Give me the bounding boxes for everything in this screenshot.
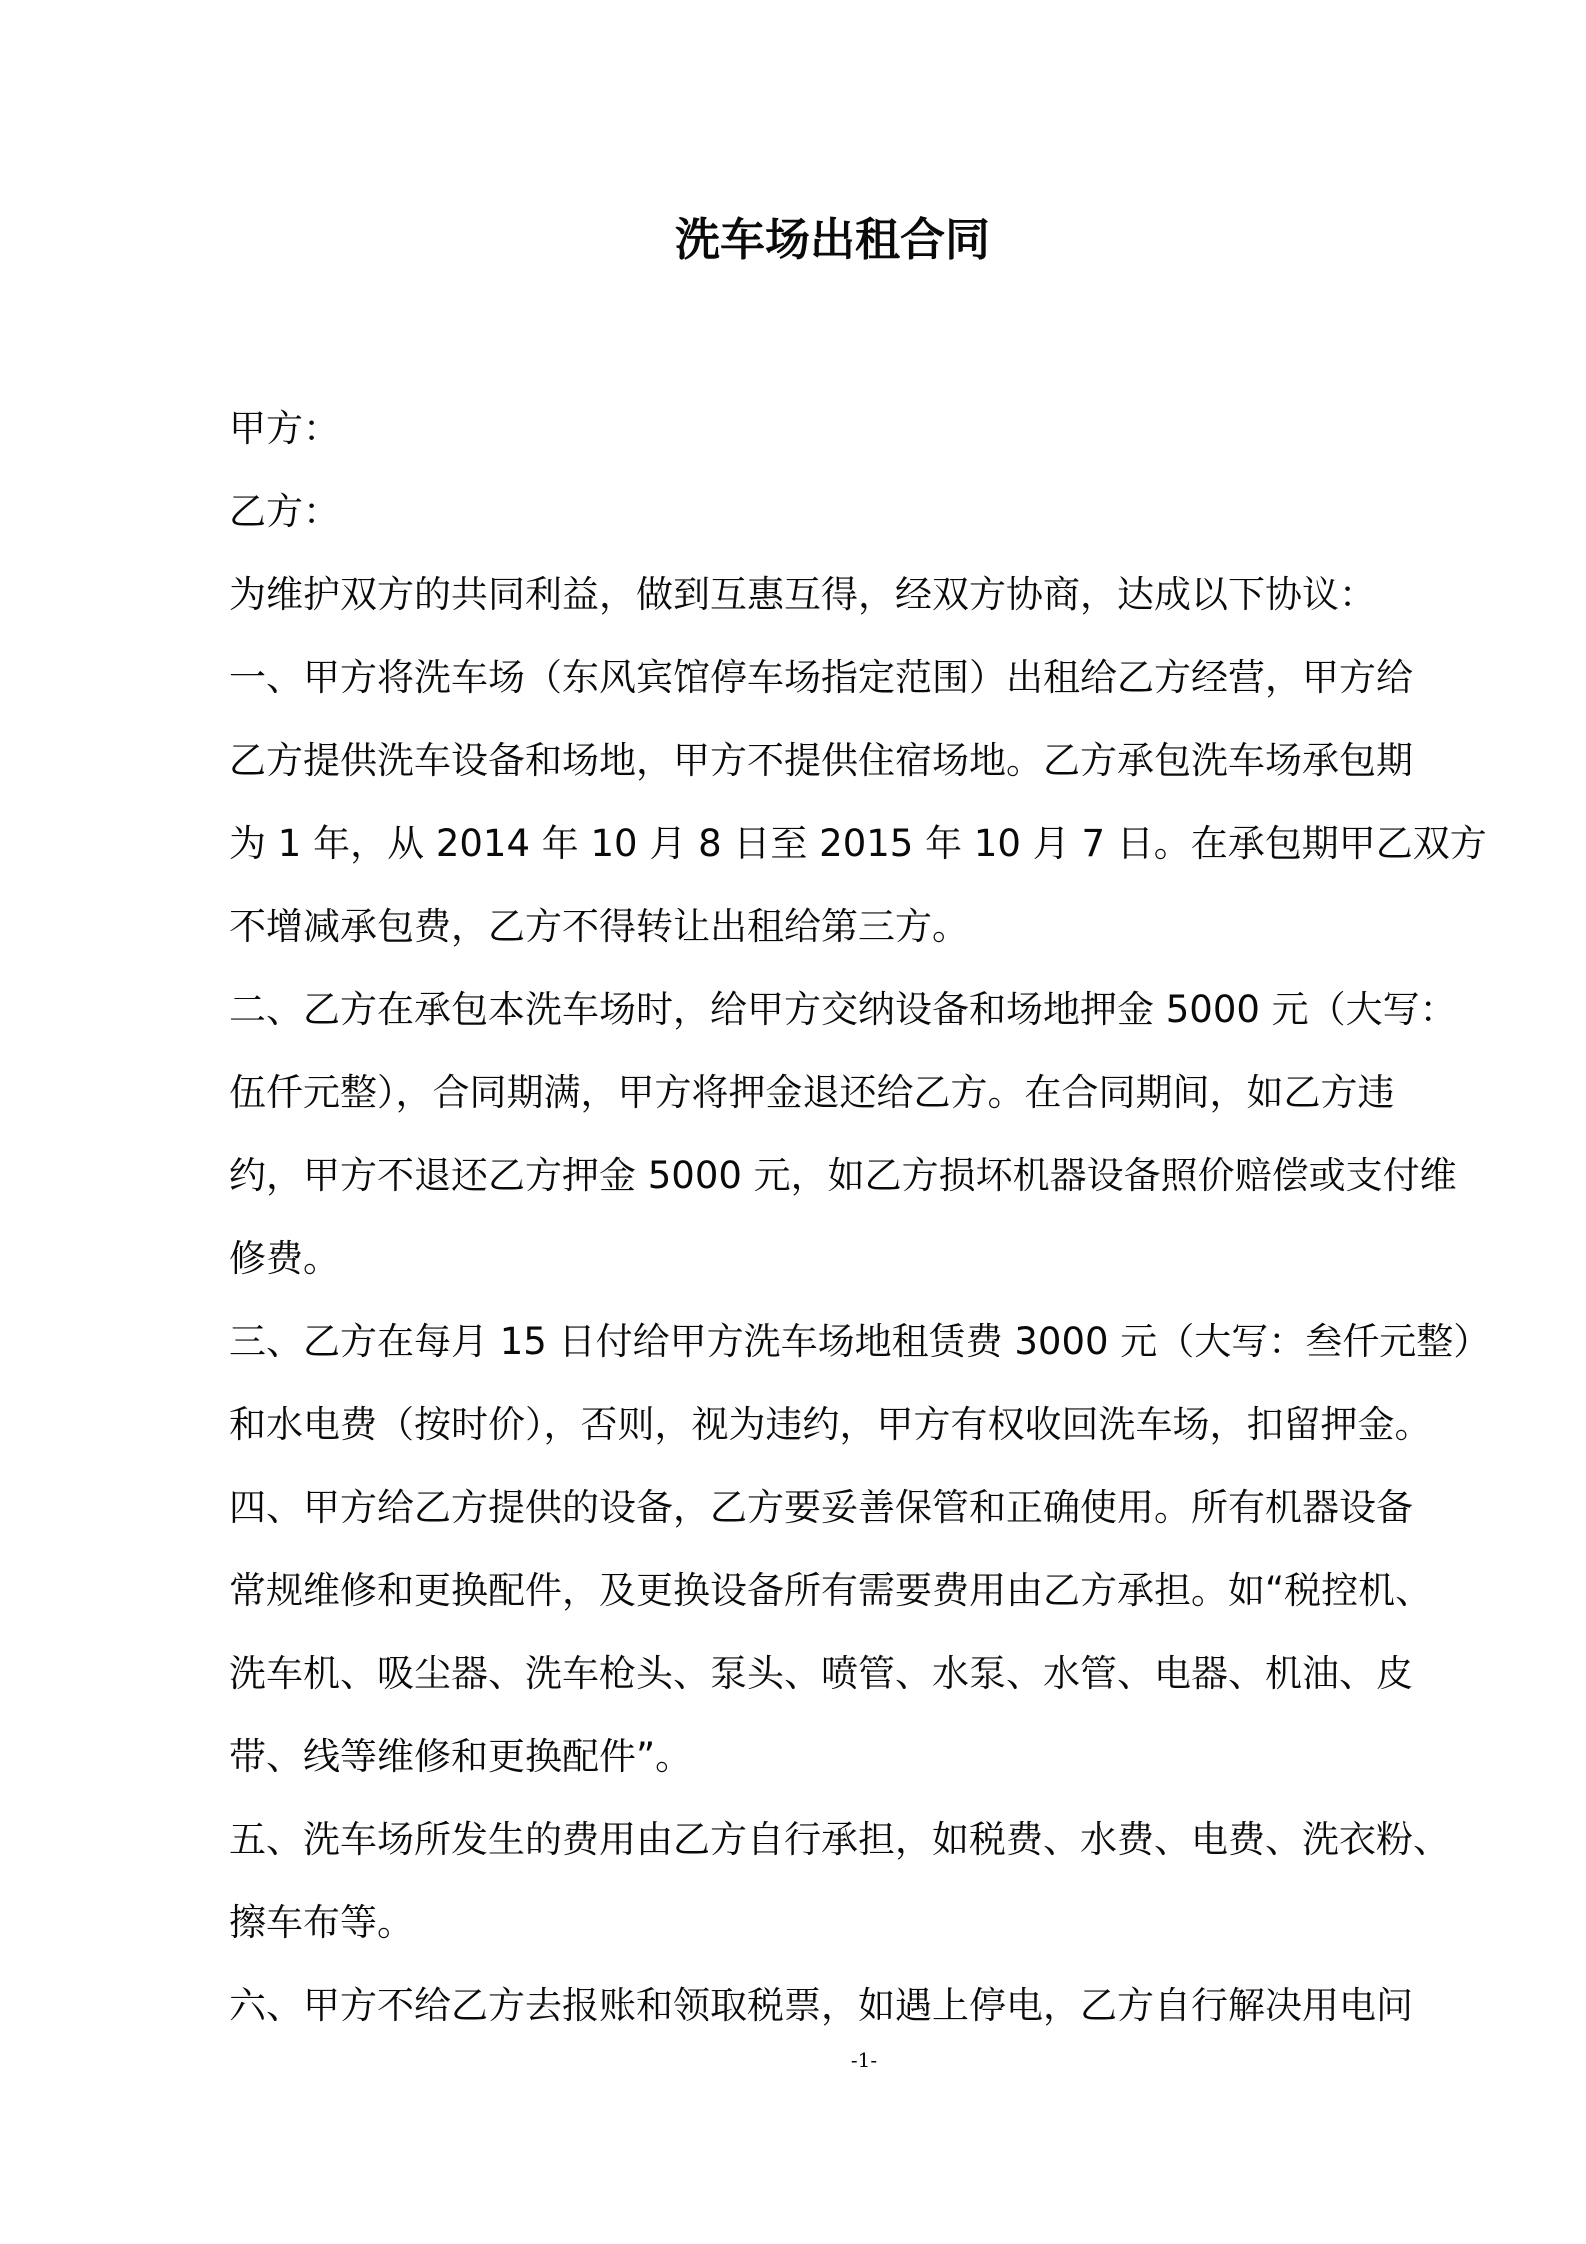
parties-section <box>229 387 1529 553</box>
clause-3 <box>229 1300 1529 1466</box>
clause-line: 带、线等维修和更换配件”。 <box>229 1735 693 1778</box>
clause-line: 四、甲方给乙方提供的设备，乙方要妥善保管和正确使用。所有机器设备 <box>229 1486 1413 1529</box>
clause-line: 洗车机、吸尘器、洗车枪头、泵头、喷管、水泵、水管、电器、机油、皮 <box>229 1652 1413 1695</box>
clause-line: 不增减承包费，乙方不得转让出租给第三方。 <box>229 905 969 948</box>
clause-line: 和水电费（按时价），否则，视为违约，甲方有权收回洗车场，扣留押金。 <box>229 1403 1432 1446</box>
clause-2 <box>229 968 1529 1300</box>
clause-line: 为 1 年，从 2014 年 10 月 8 日至 2015 年 10 月 7 日。在承包期甲乙双方 <box>229 822 1487 865</box>
clause-line: 约，甲方不退还乙方押金 5000 元，如乙方损坏机器设备照价赔偿或支付维 <box>229 1154 1457 1197</box>
clause-4 <box>229 1466 1529 1798</box>
clause-line: 一、甲方将洗车场（东风宾馆停车场指定范围）出租给乙方经营，甲方给 <box>229 656 1413 699</box>
party-b-label: 乙方： <box>229 490 340 533</box>
document-title: 洗车场出租合同 <box>674 213 990 266</box>
contract-body <box>229 387 1529 2047</box>
clause-1 <box>229 636 1529 968</box>
clause-6 <box>229 1964 1529 2047</box>
clause-line: 六、甲方不给乙方去报账和领取税票，如遇上停电，乙方自行解决用电问 <box>229 1984 1413 2027</box>
clause-line: 擦车布等。 <box>229 1901 414 1944</box>
clause-line: 二、乙方在承包本洗车场时，给甲方交纳设备和场地押金 5000 元（大写： <box>229 988 1457 1031</box>
clause-line: 乙方提供洗车设备和场地，甲方不提供住宿场地。乙方承包洗车场承包期 <box>229 739 1413 782</box>
clause-5 <box>229 1798 1529 1964</box>
preamble: 为维护双方的共同利益，做到互惠互得，经双方协商，达成以下协议： <box>229 573 1376 616</box>
clause-line: 常规维修和更换配件，及更换设备所有需要费用由乙方承担。如“税控机、 <box>229 1569 1433 1612</box>
clause-line: 三、乙方在每月 15 日付给甲方洗车场地租赁费 3000 元（大写：叁仟元整） <box>229 1320 1491 1363</box>
clause-line: 伍仟元整），合同期满，甲方将押金退还给乙方。在合同期间，如乙方违 <box>229 1071 1395 1114</box>
page-number: -1- <box>850 2048 878 2072</box>
clause-line: 五、洗车场所发生的费用由乙方自行承担，如税费、水费、电费、洗衣粉、 <box>229 1818 1450 1861</box>
clause-line: 修费。 <box>229 1237 340 1280</box>
party-a-label: 甲方： <box>229 407 340 450</box>
